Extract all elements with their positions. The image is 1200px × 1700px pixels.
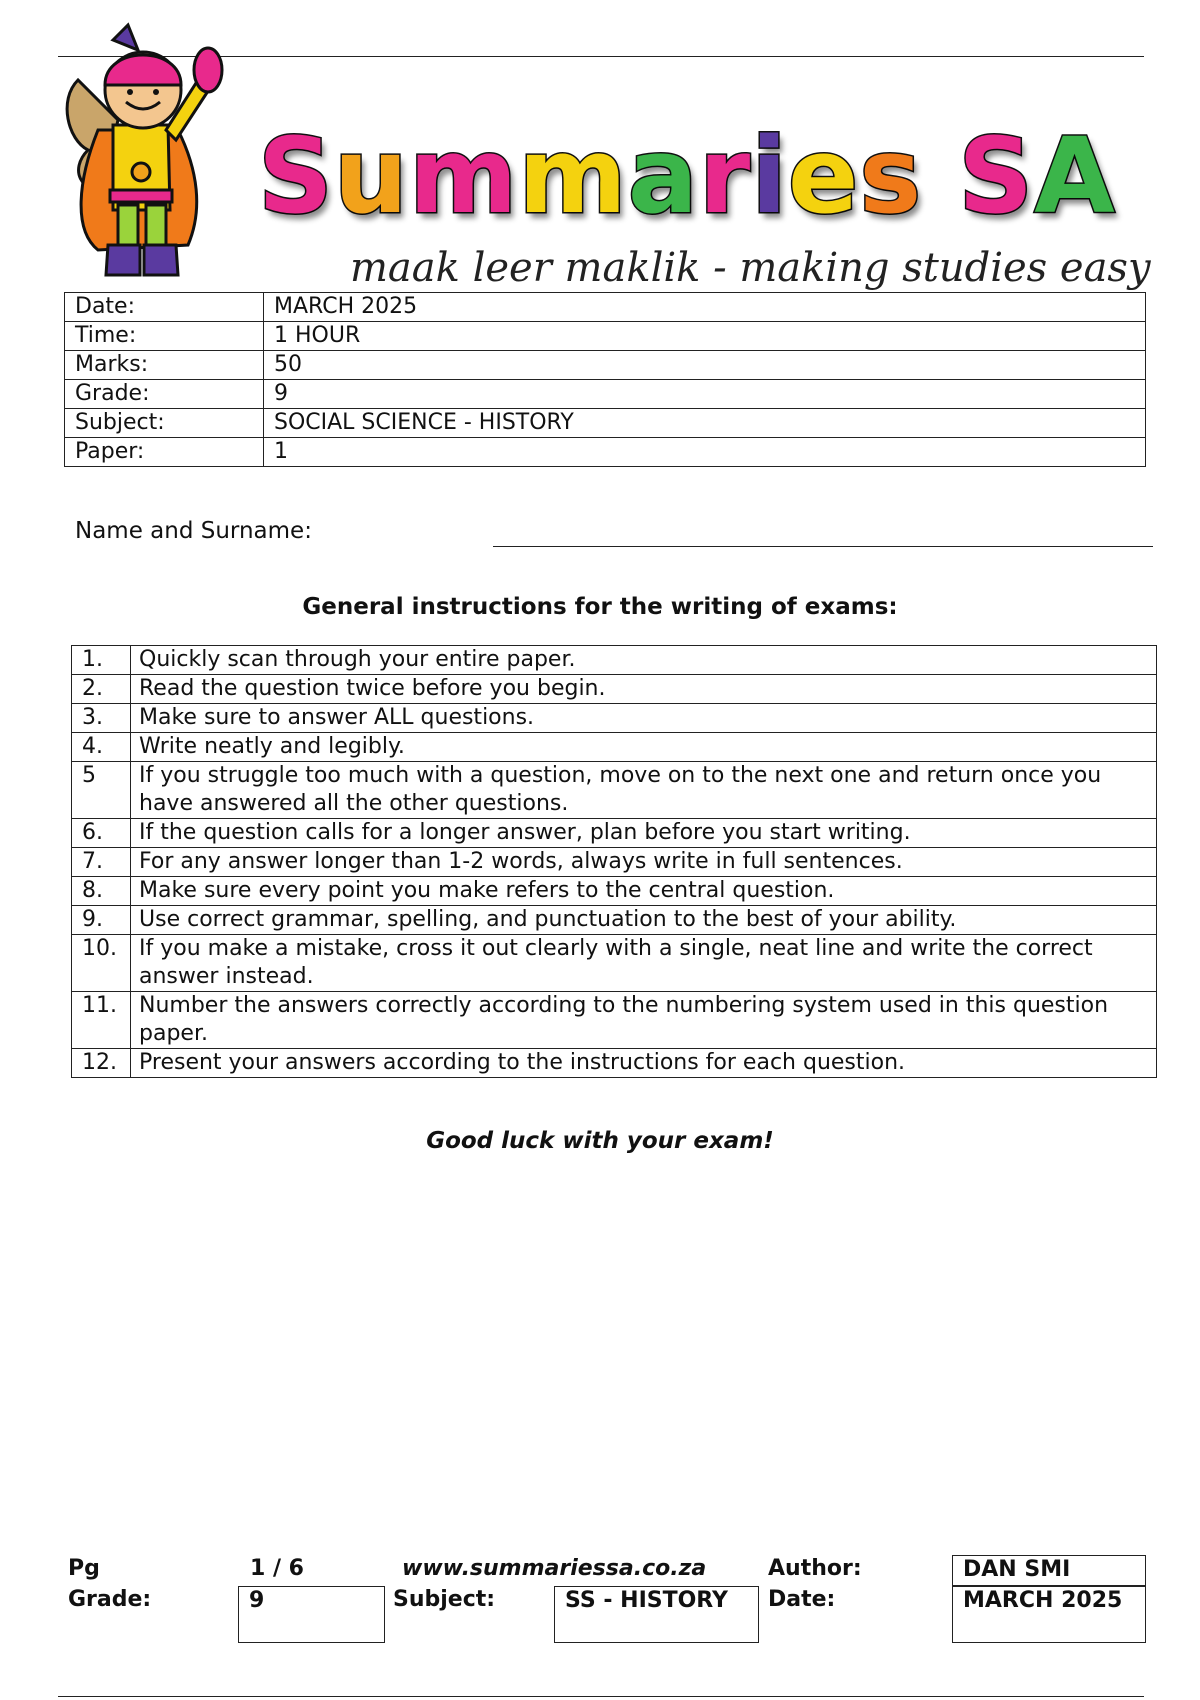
brand-wordmark xyxy=(258,116,1116,236)
instruction-text: If you make a mistake, cross it out clearly with a single, neat line and write the correct answer instead. xyxy=(131,935,1157,992)
info-value: MARCH 2025 xyxy=(264,293,1146,322)
summaries-sa-logo xyxy=(58,20,1151,291)
info-label: Grade: xyxy=(65,380,264,409)
instruction-row xyxy=(72,704,1157,733)
info-label: Subject: xyxy=(65,409,264,438)
instruction-text: Quickly scan through your entire paper. xyxy=(131,646,1157,675)
instruction-row xyxy=(72,675,1157,704)
instruction-number: 8. xyxy=(72,877,131,906)
instruction-text: If the question calls for a longer answer, plan before you start writing. xyxy=(131,819,1157,848)
instruction-row xyxy=(72,819,1157,848)
tagline: maak leer maklik - making studies easy xyxy=(350,245,1151,291)
instruction-text: Present your answers according to the instructions for each question. xyxy=(131,1049,1157,1078)
instruction-row xyxy=(72,992,1157,1049)
brand-letter: u xyxy=(333,115,409,237)
info-value: 50 xyxy=(264,351,1146,380)
instruction-number: 1. xyxy=(72,646,131,675)
instruction-row xyxy=(72,848,1157,877)
info-value: 1 xyxy=(264,438,1146,467)
instruction-text: Make sure to answer ALL questions. xyxy=(131,704,1157,733)
info-row xyxy=(65,409,1146,438)
instruction-number: 10. xyxy=(72,935,131,992)
instruction-text: Write neatly and legibly. xyxy=(131,733,1157,762)
instruction-text: Read the question twice before you begin. xyxy=(131,675,1157,704)
instruction-number: 9. xyxy=(72,906,131,935)
footer-author-label: Author: xyxy=(768,1556,862,1581)
brand-letter: e xyxy=(787,115,860,237)
info-value: 9 xyxy=(264,380,1146,409)
instruction-number: 4. xyxy=(72,733,131,762)
instruction-row xyxy=(72,733,1157,762)
footer-author-value: DAN SMI xyxy=(952,1555,1146,1586)
instruction-number: 2. xyxy=(72,675,131,704)
info-row xyxy=(65,438,1146,467)
footer-date-label: Date: xyxy=(768,1587,836,1612)
footer-grade-value: 9 xyxy=(238,1586,385,1643)
instruction-number: 12. xyxy=(72,1049,131,1078)
footer-website-link[interactable]: www.summariessa.co.za xyxy=(402,1556,707,1581)
brand-letter: m xyxy=(518,115,628,237)
good-luck-message: Good luck with your exam! xyxy=(426,1128,774,1154)
instruction-number: 6. xyxy=(72,819,131,848)
footer-rule xyxy=(58,1696,1144,1697)
exam-info-table xyxy=(64,292,1146,467)
instruction-number: 3. xyxy=(72,704,131,733)
info-row xyxy=(65,380,1146,409)
footer-subject-value: SS - HISTORY xyxy=(554,1586,759,1643)
footer-date-value: MARCH 2025 xyxy=(952,1586,1146,1643)
instruction-row xyxy=(72,646,1157,675)
brand-letter: a xyxy=(627,115,699,237)
instruction-text: Make sure every point you make refers to the central question. xyxy=(131,877,1157,906)
instruction-row xyxy=(72,906,1157,935)
brand-letter: A xyxy=(1034,115,1116,237)
info-label: Paper: xyxy=(65,438,264,467)
brand-letter: i xyxy=(751,115,788,237)
info-label: Date: xyxy=(65,293,264,322)
info-row xyxy=(65,322,1146,351)
info-row xyxy=(65,293,1146,322)
footer-grade-label: Grade: xyxy=(68,1587,152,1612)
footer-pg-label: Pg xyxy=(68,1556,100,1581)
instruction-row xyxy=(72,877,1157,906)
instruction-text: Number the answers correctly according to the numbering system used in this question paper. xyxy=(131,992,1157,1049)
name-surname-label: Name and Surname: xyxy=(75,518,312,544)
superhero-mascot-icon xyxy=(58,20,233,285)
instruction-row xyxy=(72,762,1157,819)
instruction-row xyxy=(72,935,1157,992)
instruction-number: 5 xyxy=(72,762,131,819)
instruction-number: 11. xyxy=(72,992,131,1049)
instruction-text: Use correct grammar, spelling, and punctuation to the best of your ability. xyxy=(131,906,1157,935)
info-row xyxy=(65,351,1146,380)
brand-letter: S xyxy=(258,115,334,237)
instructions-title: General instructions for the writing of exams: xyxy=(302,594,898,620)
footer-page-number: 1 / 6 xyxy=(250,1556,304,1581)
info-label: Marks: xyxy=(65,351,264,380)
info-value: SOCIAL SCIENCE - HISTORY xyxy=(264,409,1146,438)
instruction-text: If you struggle too much with a question, move on to the next one and return once you have answered all the other questions. xyxy=(131,762,1157,819)
name-surname-line xyxy=(493,546,1153,547)
instruction-text: For any answer longer than 1-2 words, always write in full sentences. xyxy=(131,848,1157,877)
instruction-number: 7. xyxy=(72,848,131,877)
brand-letter: S xyxy=(958,115,1035,237)
info-label: Time: xyxy=(65,322,264,351)
footer-subject-label: Subject: xyxy=(393,1587,496,1612)
brand-letter: r xyxy=(698,115,752,237)
brand-letter: m xyxy=(408,115,519,237)
info-value: 1 HOUR xyxy=(264,322,1146,351)
instruction-row xyxy=(72,1049,1157,1078)
brand-letter: s xyxy=(859,115,923,237)
instructions-table xyxy=(71,645,1157,1078)
